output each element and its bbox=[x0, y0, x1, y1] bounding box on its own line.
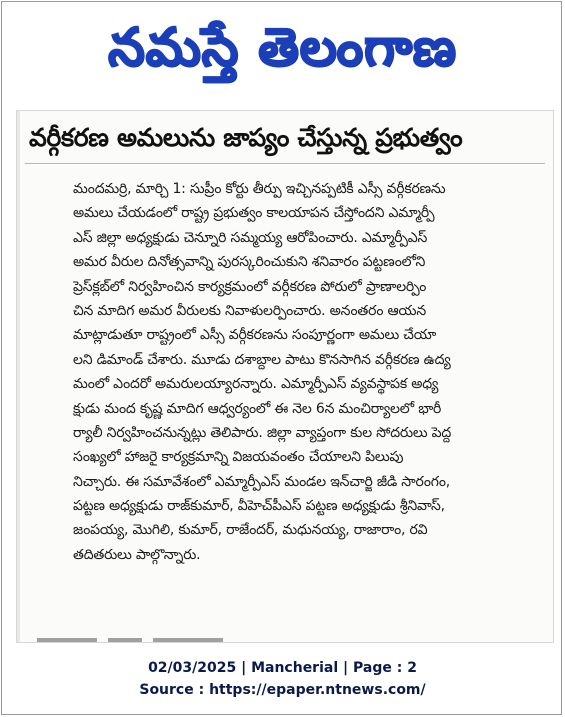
cut-fragment bbox=[108, 638, 142, 643]
clipping-cut-text-fragment bbox=[37, 631, 257, 643]
cut-fragment bbox=[37, 638, 97, 643]
article-line: సంఖ్యలో హాజరై కార్యక్రమాన్ని విజయవంతం చేయాలని పిలుపు bbox=[73, 449, 404, 466]
article-line: క్షుడు మంద కృష్ణ మాదిగ ఆధ్వర్యంలో ఈ నెల 6న మంచిర్యాలలో భారీ bbox=[73, 400, 442, 417]
news-clipping bbox=[16, 110, 554, 643]
article-line: మంలో ఎందరో అమరులయ్యారన్నారు. ఎమ్మార్పీఎస్ వ్యవస్థాపక అధ్య bbox=[73, 376, 439, 393]
article-line: మందమర్రి, మార్చి 1: సుప్రీం కోర్టు తీర్పు ఇచ్చినప్పటికీ ఎస్సీ వర్గీకరణను bbox=[73, 181, 446, 197]
page-frame bbox=[1, 1, 562, 715]
article-line: నిచ్చారు. ఈ సమావేశంలో ఎమ్మార్పీఎస్ మండల ఇన్‌చార్జి జీడి సారంగం, bbox=[73, 473, 451, 490]
article-line: అమలు చేయడంలో రాష్ట్ర ప్రభుత్వం కాలయాపన చేస్తోందని ఎమ్మార్పీ bbox=[73, 205, 435, 222]
clipping-footer bbox=[2, 657, 563, 701]
article-line: చిన మాదిగ అమర వీరులకు నివాళులర్పించారు. అనంతరం ఆయన bbox=[73, 302, 426, 319]
article-line: పట్టణ అధ్యక్షుడు రాజ్‌కుమార్, వీహెచ్‌పీఎస్ పట్టణ అధ్యక్షుడు శ్రీనివాస్, bbox=[73, 498, 445, 515]
masthead bbox=[2, 8, 563, 88]
source-line: Source : https://epaper.ntnews.com/ bbox=[139, 682, 426, 698]
article-headline: వర్గీకరణ అమలును జాప్యం చేస్తున్న ప్రభుత్వం bbox=[29, 123, 463, 152]
article-line: లని డిమాండ్ చేశారు. మూడు దశాబ్దాల పాటు కొనసాగిన వర్గీకరణ ఉద్య bbox=[73, 351, 451, 368]
cut-fragment bbox=[153, 638, 223, 643]
article-line: మాట్లాడుతూ రాష్ట్రంలో ఎస్సీ వర్గీకరణను సంపూర్ణంగా అమలు చేయా bbox=[73, 327, 437, 344]
clipping-edge bbox=[17, 111, 20, 642]
article-line: ర్యాలీ నిర్వహించనున్నట్లు తెలిపారు. జిల్లా వ్యాప్తంగా కుల సోదరులు పెద్ద bbox=[73, 424, 452, 441]
newspaper-logo-title: నమస్తే తెలంగాణ bbox=[108, 18, 457, 78]
edition-date-line: 02/03/2025 | Mancherial | Page : 2 bbox=[148, 660, 417, 676]
article-body bbox=[73, 177, 547, 567]
article-line: ప్రెస్‌క్లబ్‌లో నిర్వహించిన కార్యక్రమంలో వర్గీకరణ పోరులో ప్రాణాలర్పిం bbox=[73, 278, 427, 295]
article-line: తదితరులు పాల్గొన్నారు. bbox=[73, 546, 201, 563]
article-line: జంపయ్య, మొగిలి, కుమార్, రాజేందర్, మధునయ్య, రాజారాం, రవి bbox=[73, 522, 428, 539]
headline-divider bbox=[25, 163, 545, 164]
article-line: అమర వీరుల దినోత్సవాన్ని పురస్కరించుకుని శనివారం పట్టణంలోని bbox=[73, 254, 426, 271]
article-line: ఎస్ జిల్లా అధ్యక్షుడు చెన్నూరి సమ్మయ్య ఆరోపించారు. ఎమ్మార్పీఎస్ bbox=[73, 229, 428, 246]
